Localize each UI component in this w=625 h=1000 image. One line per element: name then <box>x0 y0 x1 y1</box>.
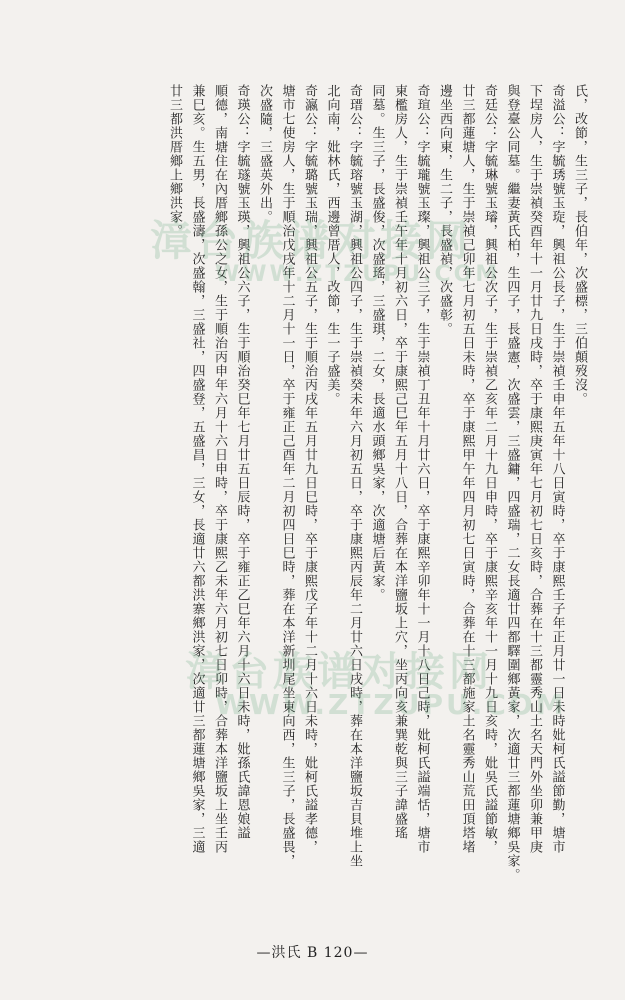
vertical-text-body <box>70 84 590 884</box>
text-column: 奇溢公：字毓琇號玉琁，興祖公長子，生于崇禎壬申年五年十八日寅時，卒于康熙壬子年正月廿一日未時妣柯氏謚節勤，塘市 <box>549 84 565 854</box>
text-column: 邊坐西向東，生二子，長盛禎，次盛彰。 <box>437 84 452 336</box>
text-column: 奇瑨公：字毓瑢號玉湖，興祖公四子，生于崇禎癸未年六月初五日，卒于康熙丙辰年二月廿六日戌時，葬在本洋鹽坂吉貝堆上坐 <box>347 84 362 868</box>
watermark-url-bottom: WWW.ZTZUPU.COM <box>215 688 567 721</box>
text-column: 奇瀛公：字毓璐號玉瑞，興祖公五子，生于順治丙戌年五月廿九日巳時，卒于康熙戊子年十二月十六日未時，妣柯氏謚孝德， <box>302 84 317 854</box>
text-column: 廿三都蓮塘人，生于崇禎己卯年七月初五日未時，卒于康熙甲午年四月初七日寅時，合葬在十三都施家土名靈秀山荒田頂塔堵 <box>459 84 475 854</box>
watermark-url-top: WWW.ZTZUPU.COM <box>215 262 501 287</box>
text-column: 廿三都洪厝鄉上鄉洪家。 <box>167 84 182 238</box>
text-column: 兼巳亥。生五男，長盛濤，次盛翰，三盛社，四盛登，五盛昌，三女，長適廿六都洪寨鄉洪家，次適廿三都蓮塘鄉吳家，三適 <box>189 84 205 854</box>
text-column: 東檻房人，生于崇禎壬午年十月初六日，卒于康熙己巳年五月十八日，合葬在本洋鹽坂上穴，坐丙向亥兼巽乾與三子諱盛瑤 <box>392 84 407 840</box>
text-column: 次盛隨，三盛英外出。 <box>257 84 272 224</box>
text-column: 下埕房人，生于崇禎癸酉年十一月廿九日戌時，卒于康熙庚寅年七月初七日亥時，合葬在十三都靈秀山土名天門外坐卯兼甲庚 <box>527 84 542 854</box>
watermark-title-top: 漳台族谱对接网 <box>150 216 473 265</box>
text-column: 奇瑄公：字毓瓏號玉璨，興祖公三子，生于崇禎丁丑年十月廿六日，卒于康熙辛卯年十一月十八日己時，妣柯氏謚端恬，塘市 <box>414 84 430 854</box>
text-column: 氏，改節，生三子，長伯年，次盛標，三伯顛歿沒。 <box>572 84 587 406</box>
page-number-footer: —洪氏 B 120— <box>256 945 369 961</box>
text-column: 北向南，妣林氏，西邊曾厝人，改節，生一子盛美。 <box>324 84 340 406</box>
watermark-title-bottom: 漳台族谱对接网 <box>185 649 493 695</box>
text-column: 塘市七使房人，生于順治戊戌年十二月十一日，卒于雍正己酉年二月初四日巳時，葬在本洋新圳尾坐東向西，生三子，長盛畏， <box>279 84 295 868</box>
text-column: 順德，南塘住在內厝鄉孫公之女，生于順治丙申年六月十六日申時，卒于康熙乙未年六月初七日卯時，合葬本洋鹽坂上坐壬丙 <box>212 84 227 854</box>
text-column: 奇廷公：字毓琳號玉璿，興祖公次子，生于崇禎乙亥年二月十九日申時，卒于康熙辛亥年十一月十九日亥時，妣吳氏謚節敏， <box>482 84 497 854</box>
text-column: 同墓。生三子，長盛俊，次盛瑤，三盛琪，二女，長適水頭鄉吳家，次適塘后黃家。 <box>369 84 385 602</box>
text-column: 與登臺公同墓。繼妻黃氏柏，生四子，長盛憲，次盛雲，三盛鏞，四盛瑞，二女長適廿四都驛圍鄉黃家，次適廿三都蓮塘鄉吳家。 <box>504 84 520 882</box>
text-column: 奇瑛公：字毓璲號玉瑛，興祖公六子，生于順治癸巳年七月廿五日辰時，卒于雍正乙巳年六月十六日未時，妣孫氏諱恩娘謚 <box>234 84 250 840</box>
